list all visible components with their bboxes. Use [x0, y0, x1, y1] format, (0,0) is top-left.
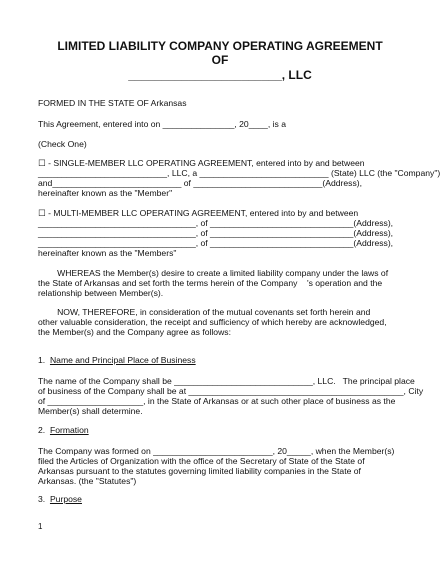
whereas-line-2: the State of Arkansas and set forth the terms herein of the Company 's operation and the — [38, 278, 383, 288]
section-2-number: 2. — [38, 425, 46, 435]
whereas-line-3: relationship between Member(s). — [38, 288, 164, 298]
document-title: LIMITED LIABILITY COMPANY OPERATING AGREEMENT — [57, 39, 383, 53]
section-1-line-1: The name of the Company shall be _____________________________, LLC. The principal place — [38, 376, 415, 386]
section-3-heading — [38, 494, 404, 504]
now-therefore-line-2: other valuable consideration, the receipt and sufficiency of which hereby are acknowledged, — [38, 317, 387, 327]
single-member-known-as: hereinafter known as the "Member" — [38, 188, 173, 198]
section-1-line-3: of ____________________, in the State of Arkansas or at such other place of business as the — [38, 396, 396, 406]
section-2-line-1: The Company was formed on _________________________, 20_____, when the Member(s) — [38, 446, 395, 456]
single-member-option[interactable]: ☐ - SINGLE-MEMBER LLC OPERATING AGREEMENT, entered into by and between — [38, 158, 365, 168]
page-number: 1 — [38, 522, 43, 531]
multi-member-option[interactable]: ☐ - MULTI-MEMBER LLC OPERATING AGREEMENT, entered into by and between — [38, 208, 359, 218]
section-3-number: 3. — [38, 494, 46, 504]
company-name-blank: _______________________, LLC — [128, 68, 312, 82]
whereas-line-1: WHEREAS the Member(s) desire to create a limited liability company under the laws of — [38, 268, 389, 278]
section-1-number: 1. — [38, 355, 46, 365]
section-3-title: Purpose — [49, 494, 82, 504]
section-2-line-3: Arkansas pursuant to the statutes governing limited liability companies in the State of — [38, 466, 361, 476]
check-one-label: (Check One) — [38, 139, 87, 149]
formed-state-line: FORMED IN THE STATE OF Arkansas — [38, 98, 187, 108]
now-therefore-line-1: NOW, THEREFORE, in consideration of the mutual covenants set forth herein and — [38, 307, 371, 317]
section-1-title: Name and Principal Place of Business — [49, 355, 196, 365]
section-1-heading — [38, 355, 404, 365]
multi-member-line-1: _________________________________, of ______________________________(Address), — [38, 218, 394, 228]
multi-member-known-as: hereinafter known as the "Members" — [38, 248, 177, 258]
single-member-member-line: and___________________________ of ___________________________(Address), — [38, 178, 363, 188]
single-member-company-line: ___________________________, LLC, a ___________________________ (State) LLC (the "Company") — [38, 168, 440, 178]
section-2-title: Formation — [49, 425, 89, 435]
section-2-line-2: filed the Articles of Organization with the office of the Secretary of State of the State of — [38, 456, 365, 466]
section-1-line-2: of business of the Company shall be at _____________________________________________, City — [38, 386, 424, 396]
document-title-of: OF — [211, 53, 229, 67]
now-therefore-line-3: the Member(s) and the Company agree as follows: — [38, 327, 231, 337]
multi-member-line-3: _________________________________, of ______________________________(Address), — [38, 238, 394, 248]
multi-member-line-2: _________________________________, of ______________________________(Address), — [38, 228, 394, 238]
section-1-line-4: Member(s) shall determine. — [38, 406, 143, 416]
section-2-heading — [38, 425, 404, 435]
agreement-date-line: This Agreement, entered into on _______________, 20____, is a — [38, 119, 286, 129]
section-2-line-4: Arkansas. (the "Statutes") — [38, 476, 137, 486]
